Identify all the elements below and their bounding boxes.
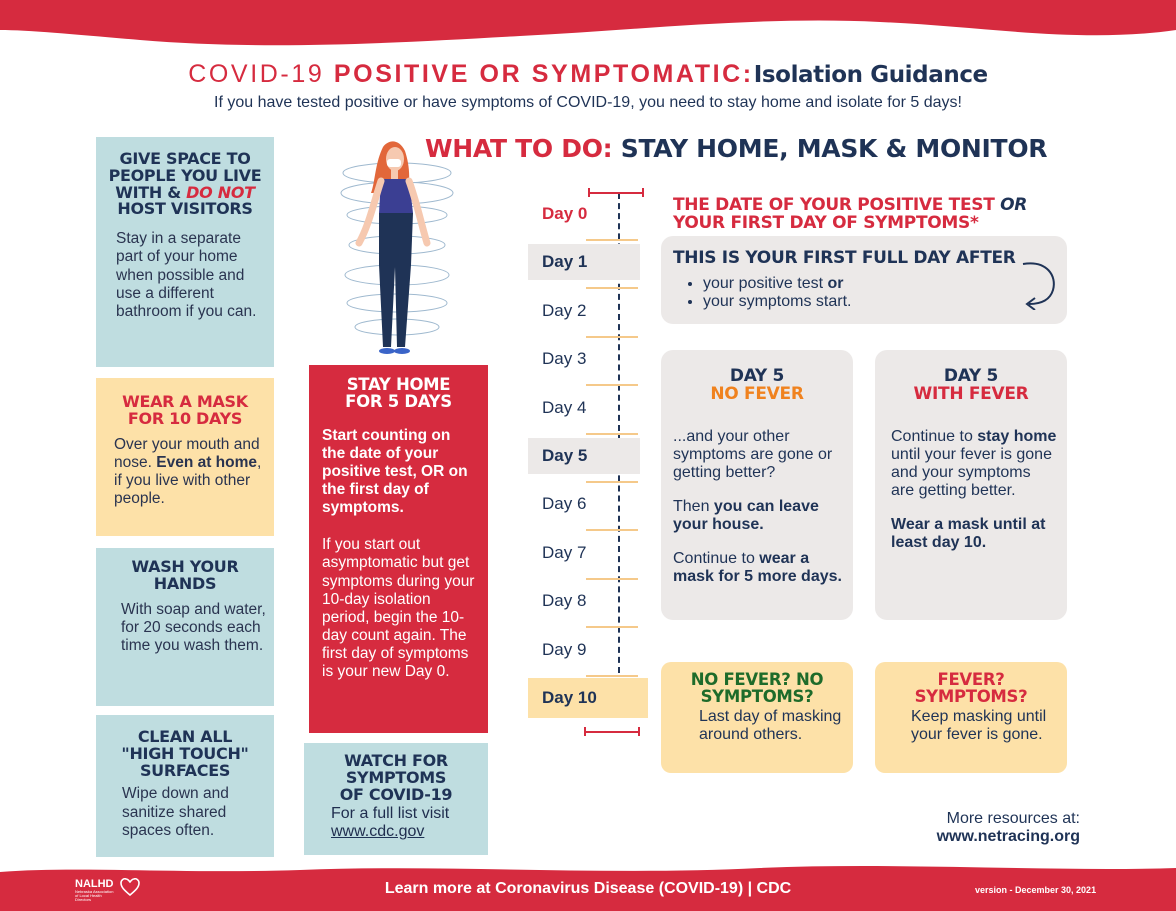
timeline-day-10: Day 10 [528,678,648,718]
timeline-bottom-cap-left [584,727,586,736]
day1-bullet-1-a: your positive test [703,275,828,292]
card-give-space [96,137,274,367]
day10-fever-title: FEVER? SYMPTOMS? [914,670,1028,707]
day1-list [703,275,851,312]
title-bold: POSITIVE OR SYMPTOMATIC: [333,60,754,88]
timeline-tick [586,481,638,483]
day5-no-fever-p1: ...and your other symptoms are gone or getting better? [673,427,833,481]
card-mask-body-b: , if you live with other people. [114,453,262,508]
day5-no-fever-title [661,350,853,404]
watch-symptoms-box [304,743,488,855]
timeline-tick [586,287,638,289]
timeline-bottom-cap [584,731,640,733]
day10-no-fever-body: Last day of masking around others. [699,707,842,743]
stay-home-bold-text: Start counting on the date of your positive test, OR on the first day of symptoms. [322,426,468,517]
timeline-day-9: Day 9 [542,639,587,659]
timeline-tick [586,529,638,531]
timeline-day-6: Day 6 [542,494,587,514]
page-title [0,60,1176,89]
card-give-space-title-b: HOST VISITORS [117,199,253,219]
cdc-link[interactable]: www.cdc.gov [331,823,425,841]
timeline-day-4: Day 4 [542,397,587,417]
stay-home-box [309,365,488,733]
timeline-day-8: Day 8 [542,591,587,611]
timeline-tick [586,239,638,241]
timeline-top-cap-right [642,188,644,197]
day5-no-fever-box [661,350,853,620]
day5-no-fever-p2-a: Then [673,497,714,515]
day10-no-fever-box [661,662,853,773]
card-mask-body-a: Over your mouth and nose. [114,435,260,471]
timeline-tick [586,675,638,677]
card-clean-title: CLEAN ALL "HIGH TOUCH" SURFACES [121,727,249,780]
timeline-day-2: Day 2 [542,300,587,320]
day10-fever-box [875,662,1067,773]
nalhd-logo-subtext: Nebraska Association of Local Health Directors [75,889,114,902]
day5-no-fever-p3-b: wear a mask for 5 more days. [673,550,842,586]
card-clean-body: Wipe down and sanitize shared spaces often. [122,785,229,839]
day10-fever-body: Keep masking until your fever is gone. [911,707,1047,743]
page-subtitle: If you have tested positive or have symptoms of COVID-19, you need to stay home and isolate for 5 days! [214,94,962,111]
timeline-tick [586,578,638,580]
day1-bullet-2: • your symptoms start. [703,293,851,311]
day5-no-fever-p2-b: you can leave your house. [673,497,819,533]
stay-home-text: If you start out asymptomatic but get symptoms during your 10-day isolation period, begin the 10-day count again. The first day of symptoms is your new Day 0. [322,536,475,681]
day5-with-fever-p1-c: until your fever is gone and your symptoms are getting better. [891,445,1052,499]
day5-with-fever-p1-a: Continue to [891,427,978,445]
card-mask-body [96,428,274,509]
day1-box [661,236,1067,324]
day1-bullet-1-b: or [827,275,844,292]
day1-bullet-1 [703,275,851,293]
footer-cdc-link[interactable]: Learn more at Coronavirus Disease (COVID-19) | CDC [384,880,792,897]
timeline-bottom-cap-right [638,727,640,736]
day5-with-fever-p2 [891,516,1057,552]
day5-with-fever-title-a: DAY 5 [943,366,999,386]
watch-body-text: For a full list visit [331,805,450,823]
return-arrow-icon [1019,258,1059,310]
card-give-space-title [96,137,274,218]
card-mask-title: WEAR A MASK FOR 10 DAYS [122,392,248,428]
card-give-space-title-red: DO NOT [186,182,255,202]
card-wash-title: WASH YOUR HANDS [131,557,239,593]
day0-text-b: YOUR FIRST DAY OF SYMPTOMS* [673,212,979,233]
timeline-top-cap [588,192,644,194]
day5-no-fever-title-a: DAY 5 [729,366,785,386]
day5-no-fever-p3-a: Continue to [673,550,760,568]
timeline-day-3: Day 3 [542,349,587,369]
day0-text-a: THE DATE OF YOUR POSITIVE TEST [673,195,1001,215]
day0-text-or: OR [1000,195,1028,215]
nalhd-logo-text: NALHD [75,878,114,890]
card-wash [96,548,274,706]
resources [880,810,1080,847]
day5-no-fever-title-b: NO FEVER [710,383,804,404]
timeline-day-0: Day 0 [542,204,588,223]
what-to-do-heading [425,136,1047,162]
card-give-space-title-a: GIVE SPACE TO PEOPLE YOU LIVE WITH & [108,149,262,202]
what-to-do-label: WHAT TO DO: [425,134,613,163]
card-clean [96,715,274,857]
title-plain: COVID-19 [188,60,334,88]
timeline-tick [586,433,638,435]
timeline-tick [586,336,638,338]
card-mask [96,378,274,536]
stay-home-title: STAY HOME FOR 5 DAYS [345,375,452,412]
day5-no-fever-body [661,404,853,587]
version-date: version - December 30, 2021 [975,885,1097,895]
day5-with-fever-title-b: WITH FEVER [913,383,1029,404]
timeline-day-1: Day 1 [528,244,640,280]
day10-no-fever-title: NO FEVER? NO SYMPTOMS? [690,670,824,707]
top-wave [0,0,1176,52]
day5-with-fever-p2-b: Wear a mask until at least day 10. [891,516,1046,552]
timeline-tick [586,384,638,386]
what-to-do-title: STAY HOME, MASK & MONITOR [620,134,1048,163]
day0-text [673,197,1027,233]
timeline-day-5: Day 5 [528,438,640,474]
card-wash-body: With soap and water, for 20 seconds each time you wash them. [121,600,266,655]
day5-no-fever-p3 [673,550,843,586]
day5-with-fever-title [875,350,1067,404]
day5-with-fever-box [875,350,1067,620]
watch-body [304,803,488,841]
card-mask-body-bold: Even at home [156,453,258,471]
day5-with-fever-p1 [891,428,1057,500]
watch-title: WATCH FOR SYMPTOMS OF COVID-19 [339,751,453,804]
day5-no-fever-p2 [673,498,843,534]
resources-label: More resources at: [946,810,1080,827]
day5-with-fever-body [875,404,1067,552]
timeline-day-7: Day 7 [542,542,587,562]
netracing-link[interactable]: www.netracing.org [936,828,1080,846]
title-guidance: Isolation Guidance [753,62,988,88]
timeline-tick [586,626,638,628]
card-give-space-body: Stay in a separate part of your home when possible and use a different bathroom if you can. [116,230,257,321]
day1-title: THIS IS YOUR FIRST FULL DAY AFTER [673,248,1016,268]
day5-with-fever-p1-b: stay home [977,427,1057,445]
woman-illustration [335,135,470,360]
